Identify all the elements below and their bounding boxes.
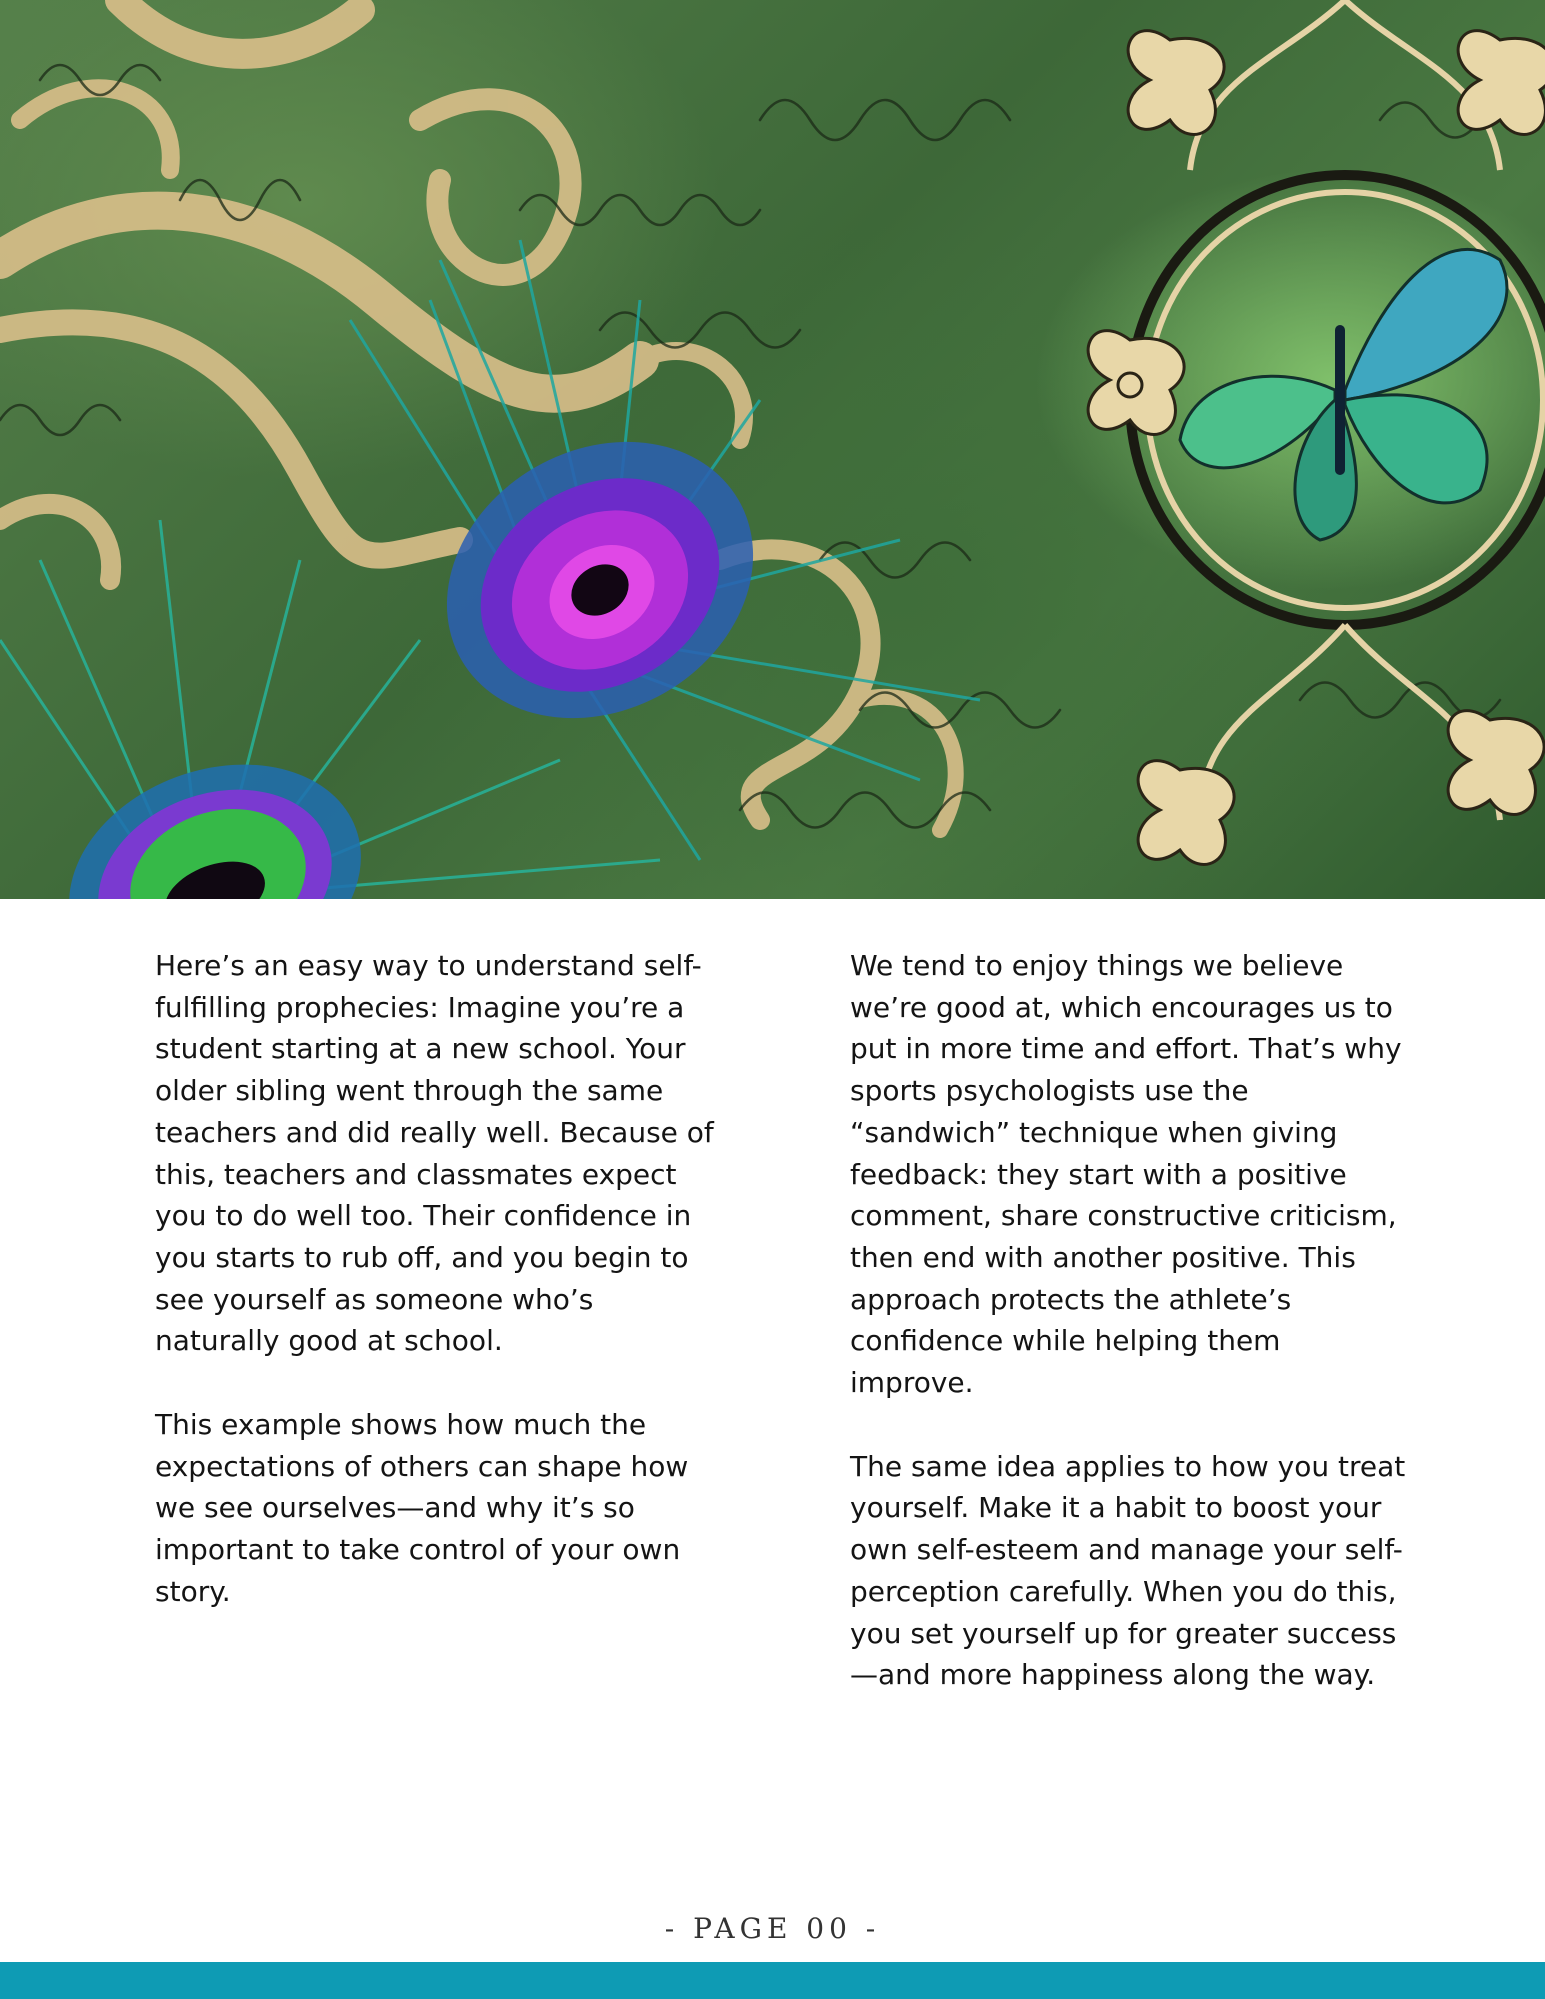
right-paragraph-1: We tend to enjoy things we believe we’re good at, which encourages us to put in more time and effort. That’s why sports psychologists use the “sandwich” technique when giving feedback: they start with a positive comment, share constructive criticism, then end with another positive. This approach protects the athlete’s confidence while helping them improve.	[850, 949, 1402, 1400]
footer-bar	[0, 1962, 1545, 1999]
right-column	[850, 945, 1410, 1696]
page-number-label: - PAGE 00 -	[664, 1912, 881, 1945]
left-column	[155, 945, 715, 1613]
hero-artwork	[0, 0, 1545, 899]
left-paragraph-2: This example shows how much the expectations of others can shape how we see ourselves—and why it’s so important to take control of your own story.	[155, 1408, 689, 1608]
left-paragraph-1: Here’s an easy way to understand self-fulfilling prophecies: Imagine you’re a student starting at a new school. Your older sibling went through the same teachers and did really well. Because of this, teachers and classmates expect you to do well too. Their confidence in you starts to rub off, and you begin to see yourself as someone who’s naturally good at school.	[155, 949, 714, 1358]
peacock-feather-butterfly-artwork-icon	[0, 0, 1545, 899]
right-paragraph-2: The same idea applies to how you treat yourself. Make it a habit to boost your own self-esteem and manage your self-perception carefully. When you do this, you set yourself up for greater success—and more happiness along the way.	[850, 1449, 1406, 1692]
